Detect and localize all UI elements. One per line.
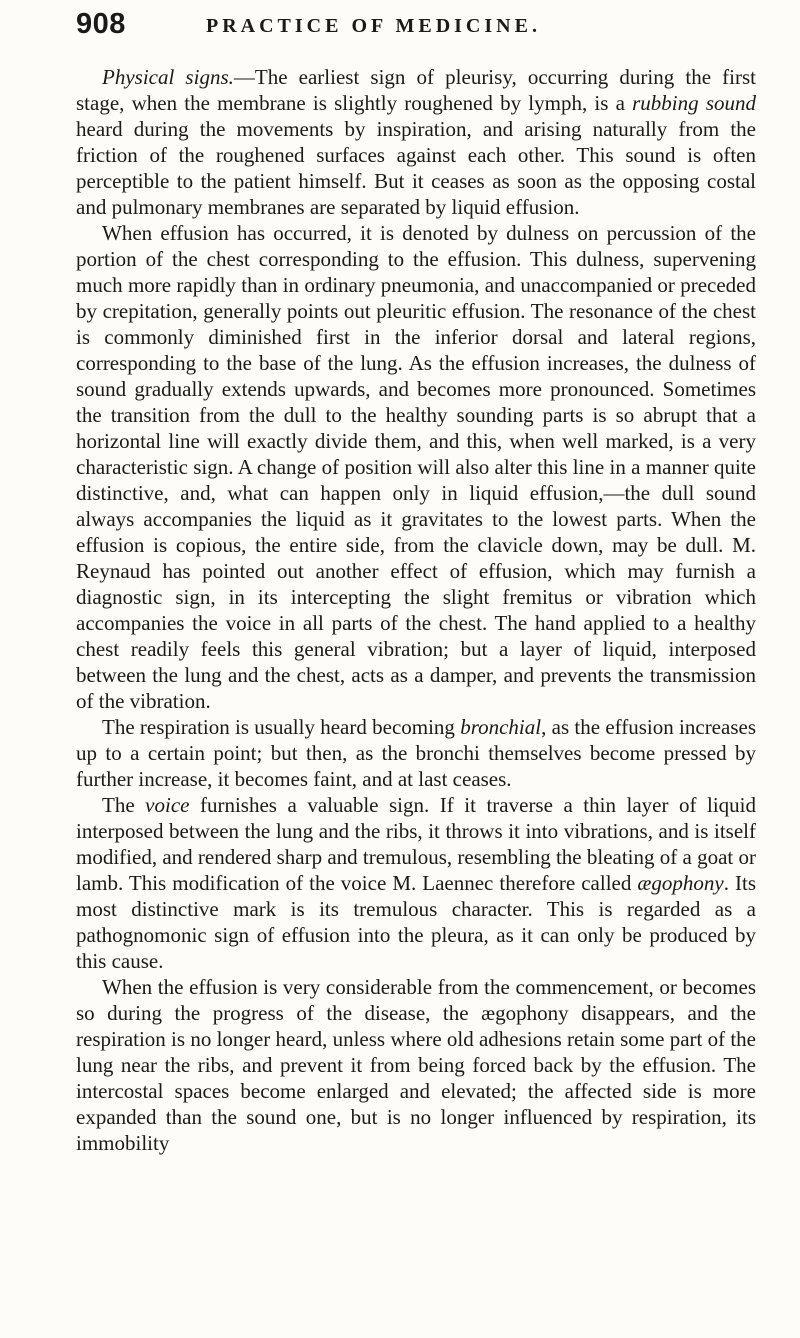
emphasis-text: rubbing sound	[632, 91, 756, 115]
page-header	[76, 8, 756, 48]
paragraph-text: —The earliest sign of pleurisy, occurring during the first stage, when the membrane is slightly roughened by lymph, is a	[76, 65, 756, 115]
paragraph-text: , as the effusion increases up to a certain point; but then, as the bronchi themselves become pressed by further increase, it becomes faint, and at last ceases.	[76, 715, 756, 791]
emphasis-text: bronchial	[460, 715, 542, 739]
paragraph-effusion	[76, 220, 756, 714]
paragraph-considerable-effusion	[76, 974, 756, 1156]
page-number: 908	[76, 8, 126, 40]
paragraph-voice	[76, 792, 756, 974]
paragraph-text: When effusion has occurred, it is denoted by dulness on percussion of the portion of the chest corresponding to the effusion. This dulness, supervening much more rapidly than in ordinary pneumonia, and unaccompanied or preceded by crepitation, generally points out pleuritic effusion. The resonance of the chest is commonly diminished first in the inferior dorsal and lateral regions, corresponding to the base of the lung. As the effusion increases, the dulness of sound gradually extends upwards, and becomes more pronounced. Sometimes the transition from the dull to the healthy sounding parts is so abrupt that a horizontal line will exactly divide them, and this, when well marked, is a very characteristic sign. A change of position will also alter this line in a manner quite distinctive, and, what can happen only in liquid effusion,—the dull sound always accompanies the liquid as it gravitates to the lowest parts. When the effusion is copious, the entire side, from the clavicle down, may be dull. M. Reynaud has pointed out another effect of effusion, which may furnish a diagnostic sign, in its intercepting the slight fremitus or vibration which accompanies the voice in all parts of the chest. The hand applied to a healthy chest readily feels this general vibration; but a layer of liquid, interposed between the lung and the chest, acts as a damper, and prevents the transmission of the vibration.	[76, 221, 756, 713]
emphasis-text: ægophony	[637, 871, 724, 895]
body-text	[76, 64, 756, 1156]
paragraph-respiration	[76, 714, 756, 792]
paragraph-text: When the effusion is very considerable from the commencement, or becomes so during the progress of the disease, the ægophony disappears, and the respiration is no longer heard, unless where old adhesions retain some part of the lung near the ribs, and prevent it from being forced back by the effusion. The intercostal spaces become enlarged and elevated; the affected side is more expanded than the sound one, but is no longer influenced by respiration, its immobility	[76, 975, 756, 1155]
paragraph-text: . Its most distinctive mark is its tremulous character. This is regarded as a pathognomonic sign of effusion into the pleura, as it can only be produced by this cause.	[76, 871, 756, 973]
paragraph-text: furnishes a valuable sign. If it traverse a thin layer of liquid interposed between the lung and the ribs, it throws it into vibrations, and is itself modified, and rendered sharp and tremulous, resembling the bleating of a goat or lamb. This modification of the voice M. Laennec therefore called	[76, 793, 756, 895]
paragraph-physical-signs	[76, 64, 756, 220]
paragraph-text: heard during the movements by inspiration, and arising naturally from the friction of the roughened surfaces against each other. This sound is often perceptible to the patient himself. But it ceases as soon as the opposing costal and pulmonary membranes are separated by liquid effusion.	[76, 117, 756, 219]
running-head: PRACTICE OF MEDICINE.	[206, 15, 541, 37]
paragraph-text: The respiration is usually heard becoming	[102, 715, 461, 739]
paragraph-text: The	[102, 793, 146, 817]
section-lead: Physical signs.	[102, 65, 234, 89]
emphasis-text: voice	[145, 793, 190, 817]
